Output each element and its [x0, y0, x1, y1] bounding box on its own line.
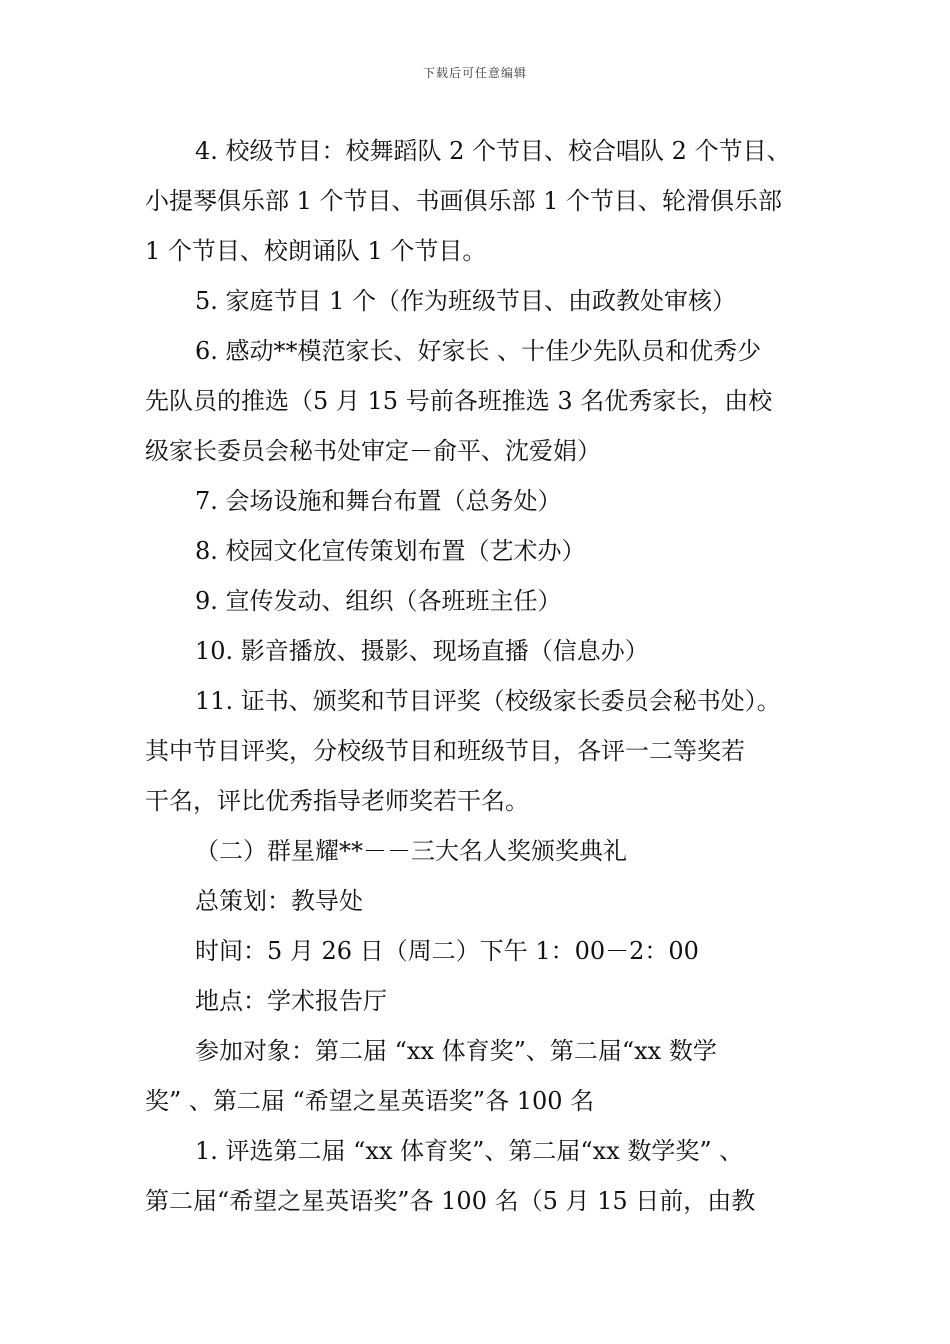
text-line: 总策划：教导处 — [195, 887, 363, 915]
text-line: 1 个节目、校朗诵队 1 个节目。 — [145, 237, 487, 265]
text-line: 先队员的推选（5 月 15 号前各班推选 3 名优秀家长，由校 — [145, 387, 773, 415]
text-line: 级家长委员会秘书处审定－俞平、沈爱娟） — [145, 437, 601, 465]
section-heading: （二）群星耀**－－三大名人奖颁奖典礼 — [195, 837, 627, 865]
text-line: 奖” 、第二届 “希望之星英语奖”各 100 名 — [145, 1087, 595, 1115]
document-body — [145, 126, 811, 1226]
text-line: 干名，评比优秀指导老师奖若干名。 — [145, 787, 529, 815]
text-line: 4. 校级节目：校舞蹈队 2 个节目、校合唱队 2 个节目、 — [195, 137, 791, 165]
text-line: 7. 会场设施和舞台布置（总务处） — [195, 487, 562, 515]
page-header: 下载后可任意编辑 — [422, 66, 527, 80]
text-line: 小提琴俱乐部 1 个节目、书画俱乐部 1 个节目、轮滑俱乐部 — [145, 187, 783, 215]
text-line: 参加对象：第二届 “xx 体育奖”、第二届“xx 数学 — [195, 1037, 717, 1065]
text-line: 9. 宣传发动、组织（各班班主任） — [195, 587, 562, 615]
text-line: 第二届“希望之星英语奖”各 100 名（5 月 15 日前，由教 — [145, 1187, 756, 1215]
text-line: 8. 校园文化宣传策划布置（艺术办） — [195, 537, 586, 565]
text-line: 地点：学术报告厅 — [195, 987, 387, 1015]
text-line: 1. 评选第二届 “xx 体育奖”、第二届“xx 数学奖” 、 — [195, 1137, 744, 1165]
text-line: 6. 感动**模范家长、好家长 、十佳少先队员和优秀少 — [195, 337, 762, 365]
text-line: 5. 家庭节目 1 个（作为班级节目、由政教处审核） — [195, 287, 737, 315]
text-line: 其中节目评奖，分校级节目和班级节目，各评一二等奖若 — [145, 737, 745, 765]
text-line: 时间：5 月 26 日（周二）下午 1：00－2：00 — [195, 937, 699, 965]
text-line: 11. 证书、颁奖和节目评奖（校级家长委员会秘书处）。 — [195, 687, 781, 715]
text-line: 10. 影音播放、摄影、现场直播（信息办） — [195, 637, 649, 665]
